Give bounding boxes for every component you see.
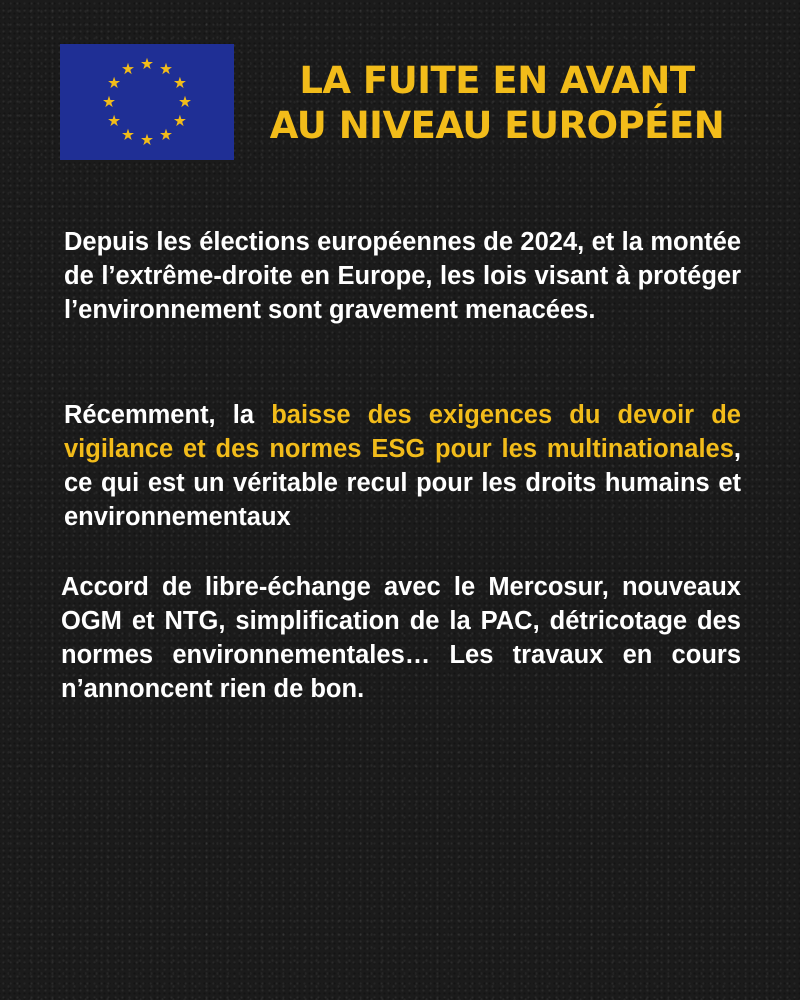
highlight-text: baisse des exigences du devoir de vigilance et des normes ESG pour les multinationales bbox=[64, 401, 741, 463]
paragraph-vigilance-intro: Récemment, la bbox=[64, 401, 272, 429]
eu-flag-icon bbox=[60, 44, 234, 160]
eu-flag-svg bbox=[60, 44, 234, 160]
paragraph-vigilance bbox=[64, 398, 741, 534]
paragraph-mercosur: Accord de libre-échange avec le Mercosur, nouveaux OGM et NTG, simplification de la PAC, détricotage des normes environnementales… Les travaux en cours n’annoncent rien de bon. bbox=[61, 573, 741, 703]
title-line-2: AU NIVEAU EUROPÉEN bbox=[269, 104, 725, 147]
page-title bbox=[262, 58, 732, 148]
title-line-1: LA FUITE EN AVANT bbox=[299, 59, 695, 102]
paragraph-vigilance-outro: , ce qui est un véritable recul pour les droits humains et environnementaux bbox=[64, 435, 741, 531]
paragraph-elections: Depuis les élections européennes de 2024, et la montée de l’extrême-droite en Europe, les lois visant à protéger l’environnement sont gravement menacées. bbox=[64, 228, 741, 324]
